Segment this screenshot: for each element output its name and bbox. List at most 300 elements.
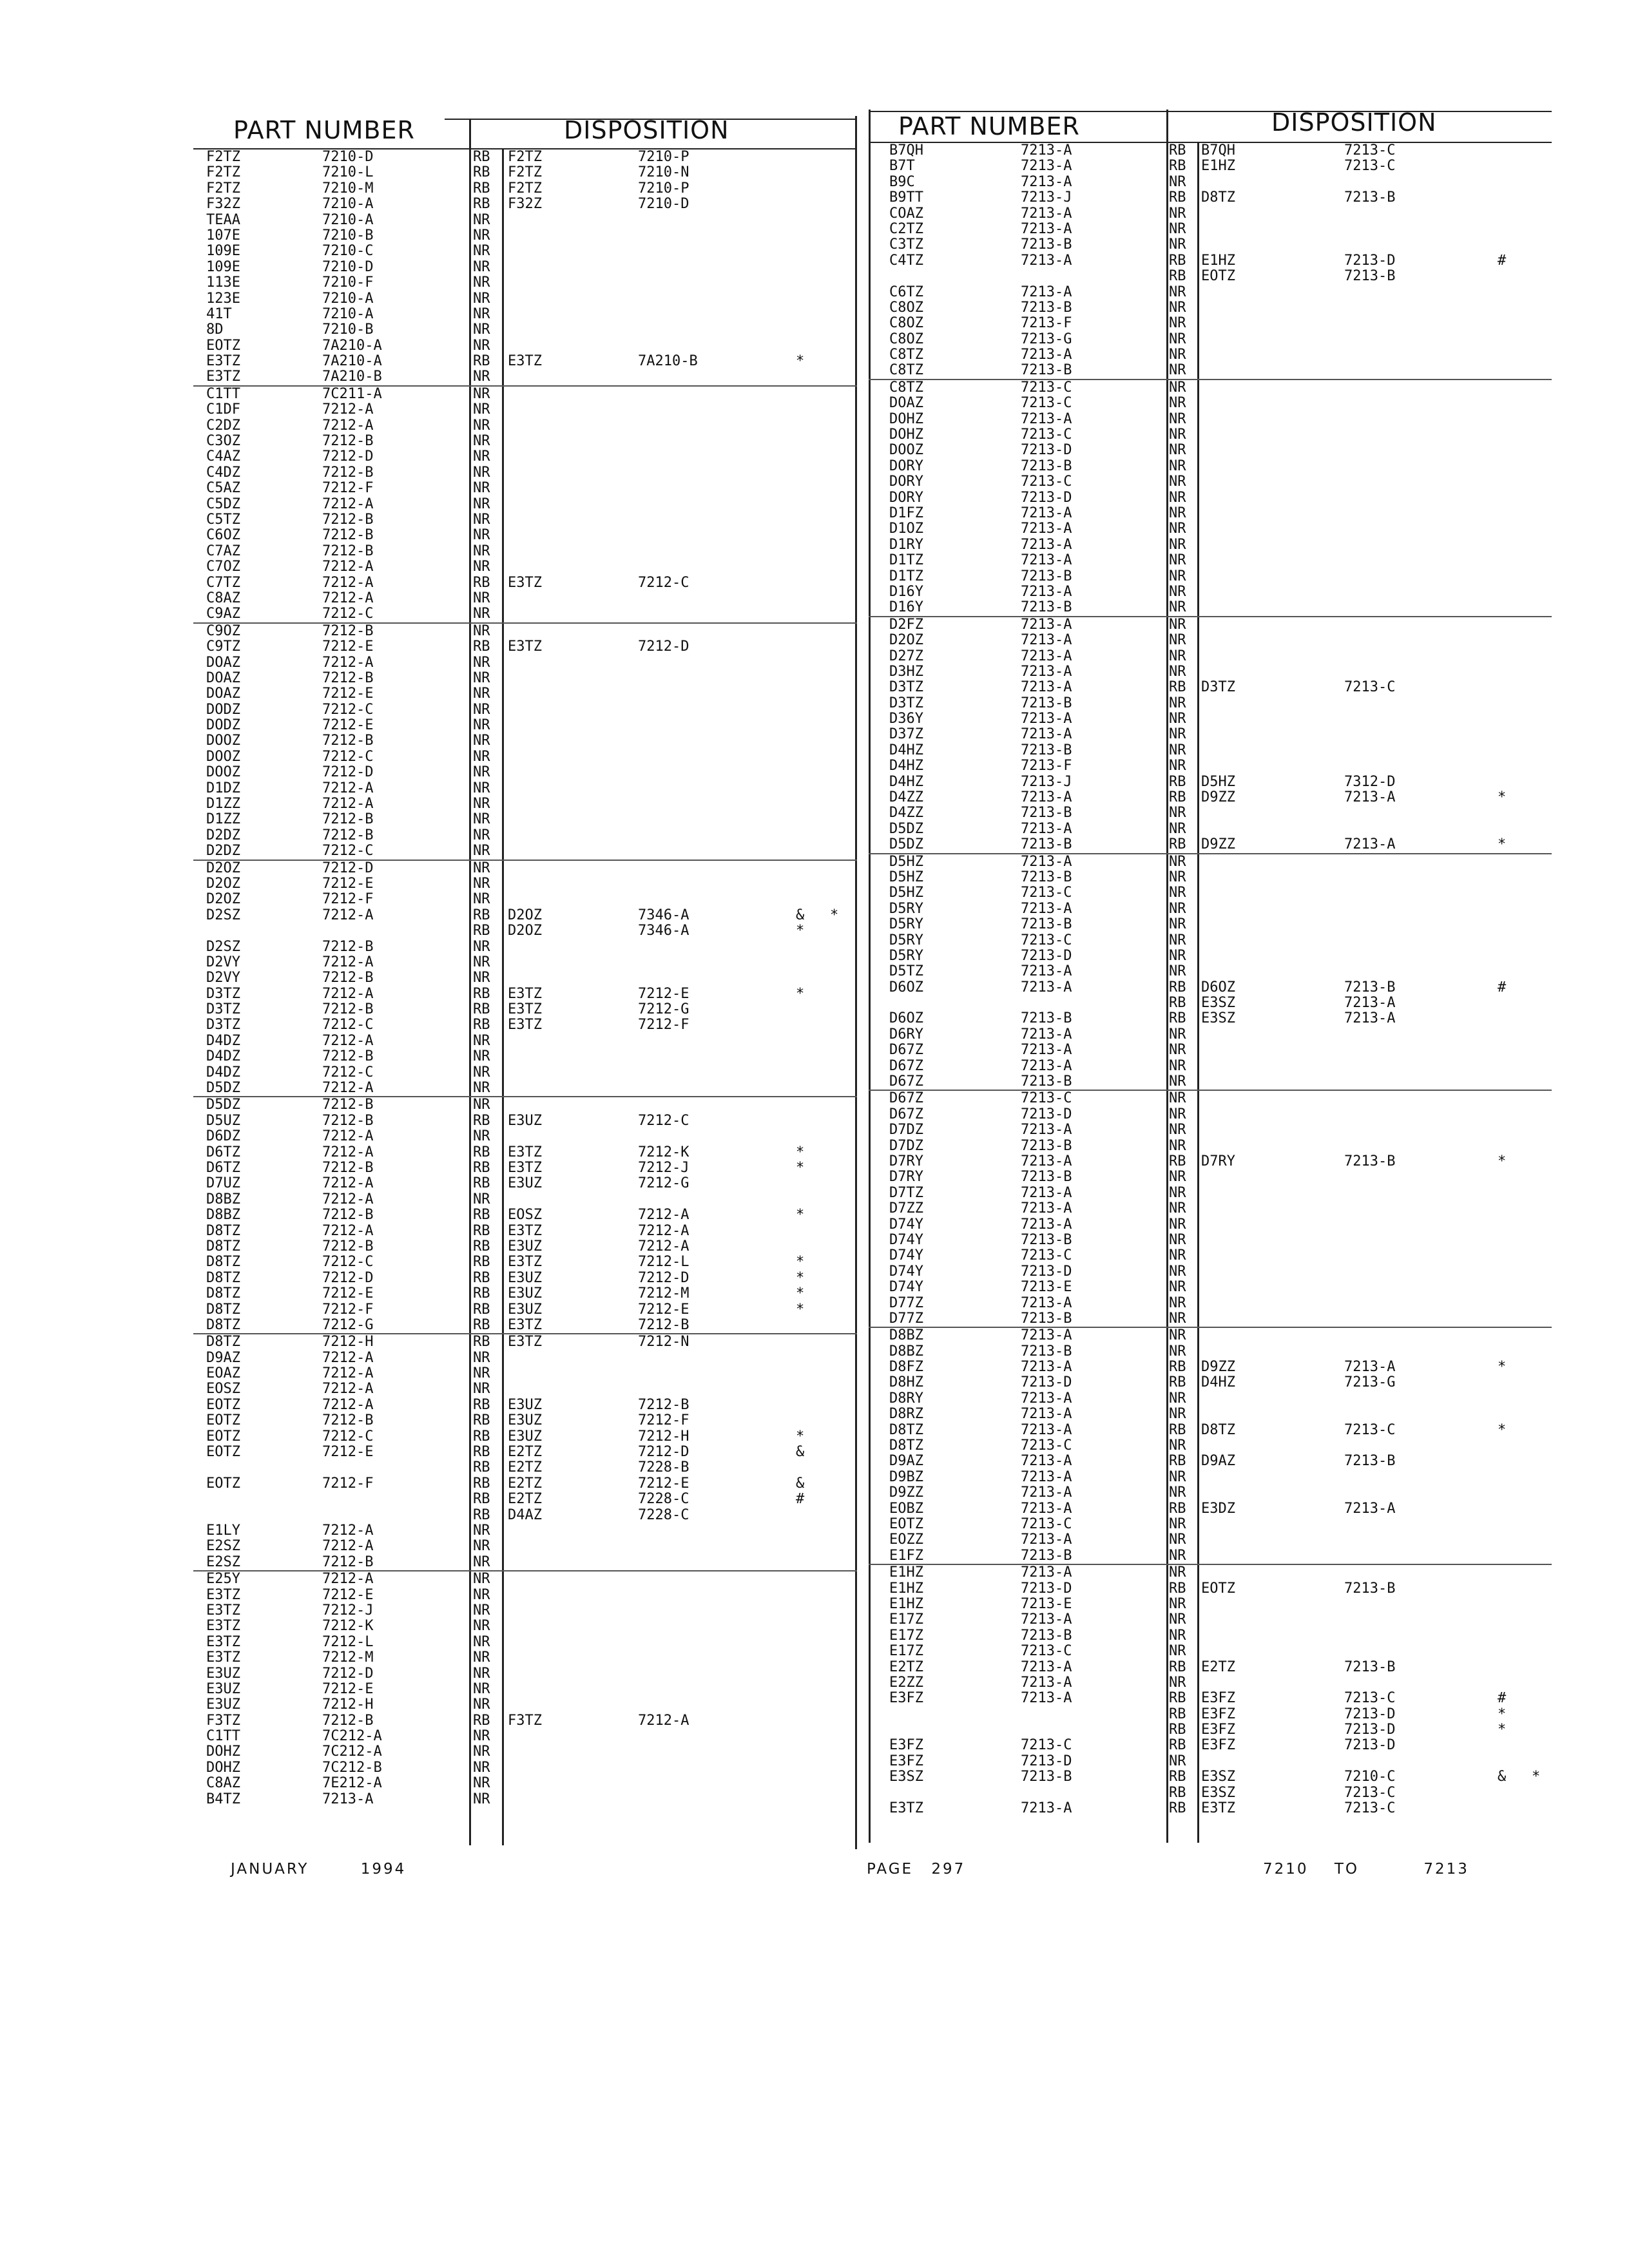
disposition-code: NR — [473, 1696, 490, 1713]
table-row — [193, 260, 857, 275]
part-number-suffix: 7213-A — [1021, 158, 1072, 175]
replacement-suffix: 7213-B — [1344, 979, 1396, 995]
table-row — [193, 1224, 857, 1239]
disposition-code: NR — [473, 1744, 490, 1760]
table-row — [869, 1360, 1552, 1375]
replacement-suffix: 7213-C — [1344, 1690, 1396, 1707]
part-number-prefix: E2ZZ — [889, 1674, 923, 1691]
replacement-prefix: E3FZ — [1201, 1706, 1235, 1722]
disposition-code: NR — [1169, 410, 1186, 427]
part-number-prefix: DOAZ — [206, 669, 240, 686]
disposition-code: NR — [473, 258, 490, 275]
part-number-suffix: 7213-D — [1021, 442, 1072, 459]
part-number-prefix: DOOZ — [206, 748, 240, 765]
table-row — [869, 680, 1552, 695]
table-row — [869, 933, 1552, 948]
disposition-code: NR — [473, 1618, 490, 1635]
disposition-code: NR — [1169, 916, 1186, 933]
part-number-suffix: 7212-L — [322, 1633, 374, 1650]
part-number-prefix: C4DZ — [206, 464, 240, 481]
table-row — [869, 1691, 1552, 1706]
disposition-code: RB — [1169, 1421, 1186, 1438]
part-number-suffix: 7213-A — [1021, 1564, 1072, 1581]
part-number-suffix: 7213-A — [1021, 1406, 1072, 1423]
disposition-code: NR — [473, 337, 490, 354]
part-number-prefix: C8AZ — [206, 1775, 240, 1792]
table-row — [193, 1776, 857, 1791]
replacement-prefix: E3TZ — [508, 574, 542, 591]
table-row — [869, 633, 1552, 648]
part-number-suffix: 7212-A — [322, 796, 374, 812]
replacement-prefix: E2TZ — [1201, 1658, 1235, 1675]
disposition-code: NR — [473, 385, 490, 402]
part-number-suffix: 7213-B — [1021, 236, 1072, 253]
part-number-prefix: C9AZ — [206, 606, 240, 622]
table-row — [193, 1619, 857, 1634]
table-row — [193, 1192, 857, 1207]
part-number-suffix: 7213-A — [1021, 820, 1072, 837]
part-number-prefix: D6TZ — [206, 1144, 240, 1160]
table-row — [193, 1081, 857, 1096]
part-number-prefix: C9TZ — [206, 639, 240, 655]
disposition-code: NR — [1169, 1390, 1186, 1407]
replacement-suffix: 7213-A — [1344, 836, 1396, 853]
disposition-code: NR — [1169, 521, 1186, 537]
replacement-prefix: E3TZ — [508, 353, 542, 370]
disposition-code: NR — [1169, 1231, 1186, 1248]
part-number-suffix: 7213-B — [1021, 836, 1072, 853]
table-row — [869, 1311, 1552, 1327]
disposition-code: RB — [473, 164, 490, 181]
part-number-prefix: 41T — [206, 305, 232, 322]
part-number-prefix: 123E — [206, 290, 240, 307]
part-number-suffix: 7213-A — [1021, 1026, 1072, 1043]
part-number-suffix: 7213-B — [1021, 1010, 1072, 1027]
table-row — [193, 1713, 857, 1729]
table-row — [869, 1675, 1552, 1691]
part-number-suffix: 7212-G — [322, 1316, 374, 1333]
disposition-code: NR — [1169, 695, 1186, 711]
table-row — [869, 1139, 1552, 1154]
part-number-suffix: 7213-E — [1021, 1595, 1072, 1612]
part-number-suffix: 7213-C — [1021, 1437, 1072, 1454]
part-number-prefix: D5RY — [889, 932, 923, 948]
part-number-suffix: 7213-A — [1021, 1294, 1072, 1311]
replacement-prefix: E3TZ — [508, 1222, 542, 1239]
table-row — [869, 459, 1552, 474]
part-number-suffix: 7213-A — [1021, 900, 1072, 917]
replacement-prefix: D4AZ — [508, 1506, 542, 1523]
table-row — [193, 1635, 857, 1650]
replacement-prefix: EOTZ — [1201, 1580, 1235, 1597]
part-number-prefix: D6OZ — [889, 979, 923, 995]
table-row — [193, 828, 857, 843]
disposition-code: NR — [473, 1728, 490, 1745]
table-row — [869, 1548, 1552, 1564]
part-number-prefix: D74Y — [889, 1279, 923, 1296]
replacement-prefix: D6OZ — [1201, 979, 1235, 995]
part-number-suffix: 7213-A — [1021, 252, 1072, 269]
part-number-prefix: D8BZ — [889, 1327, 923, 1344]
disposition-code: RB — [473, 149, 490, 165]
replacement-prefix: EOTZ — [1201, 268, 1235, 285]
disposition-code: NR — [473, 495, 490, 512]
disposition-code: NR — [473, 748, 490, 765]
part-number-suffix: 7213-A — [1021, 648, 1072, 664]
table-row — [193, 213, 857, 228]
disposition-code: NR — [473, 938, 490, 955]
replacement-suffix: 7213-C — [1344, 1784, 1396, 1801]
part-number-prefix: B9TT — [889, 189, 923, 206]
part-number-suffix: 7A210-B — [322, 369, 382, 385]
replacement-suffix: 7212-D — [638, 639, 689, 655]
replacement-prefix: E3TZ — [508, 1160, 542, 1176]
disposition-code: NR — [1169, 1122, 1186, 1139]
table-row — [869, 901, 1552, 917]
table-row — [869, 1090, 1552, 1106]
table-row — [193, 228, 857, 244]
disposition-code: NR — [473, 1586, 490, 1603]
part-number-prefix: C6TZ — [889, 284, 923, 300]
replacement-prefix: E3UZ — [508, 1285, 542, 1302]
part-number-suffix: 7212-B — [322, 464, 374, 481]
part-number-suffix: 7213-A — [1021, 142, 1072, 159]
table-row — [193, 244, 857, 259]
disposition-code: NR — [473, 448, 490, 465]
table-row — [193, 908, 857, 923]
disposition-code: NR — [473, 843, 490, 860]
note-mark: * — [796, 1160, 805, 1176]
replacement-prefix: E3TZ — [1201, 1800, 1235, 1817]
part-number-suffix: 7213-A — [1021, 1421, 1072, 1438]
part-number-suffix: 7212-B — [322, 433, 374, 450]
part-number-suffix: 7213-A — [1021, 410, 1072, 427]
part-number-suffix: 7212-F — [322, 1301, 374, 1318]
part-number-prefix: D5DZ — [206, 1097, 240, 1113]
part-number-prefix: B4TZ — [206, 1791, 240, 1807]
table-row — [869, 1769, 1552, 1785]
disposition-code: RB — [473, 1712, 490, 1729]
part-number-suffix: 7213-J — [1021, 189, 1072, 206]
part-number-prefix: DOOZ — [889, 442, 923, 459]
part-number-suffix: 7212-A — [322, 574, 374, 591]
replacement-suffix: 7346-A — [638, 907, 689, 923]
disposition-code: NR — [1169, 1595, 1186, 1612]
part-number-suffix: 7212-H — [322, 1334, 374, 1350]
part-number-prefix: D4DZ — [206, 1064, 240, 1081]
part-number-suffix: 7213-B — [1021, 299, 1072, 316]
table-row — [869, 1438, 1552, 1454]
disposition-code: NR — [1169, 1042, 1186, 1059]
part-number-prefix: D1OZ — [889, 521, 923, 537]
table-row — [869, 363, 1552, 378]
table-row — [193, 449, 857, 465]
replacement-suffix: 7212-C — [638, 1112, 689, 1129]
table-row — [193, 1476, 857, 1492]
part-number-suffix: 7213-B — [1021, 1310, 1072, 1327]
part-number-prefix: EOTZ — [206, 1428, 240, 1445]
replacement-prefix: E3FZ — [1201, 1690, 1235, 1707]
part-number-suffix: 7213-B — [1021, 1231, 1072, 1248]
replacement-prefix: E3UZ — [508, 1301, 542, 1318]
part-number-suffix: 7212-A — [322, 1080, 374, 1097]
table-row — [869, 1169, 1552, 1185]
table-row — [869, 948, 1552, 964]
part-number-suffix: 7213-A — [1021, 505, 1072, 521]
part-number-prefix: C4AZ — [206, 448, 240, 465]
replacement-suffix: 7210-C — [1344, 1769, 1396, 1785]
replacement-prefix: E3UZ — [508, 1412, 542, 1429]
part-number-suffix: 7210-D — [322, 258, 374, 275]
table-row — [193, 606, 857, 622]
part-number-prefix: E17Z — [889, 1611, 923, 1628]
replacement-prefix: E3TZ — [508, 1017, 542, 1033]
table-row — [869, 1564, 1552, 1581]
disposition-code: NR — [1169, 1343, 1186, 1360]
disposition-code: RB — [1169, 679, 1186, 696]
disposition-code: RB — [473, 1238, 490, 1254]
table-row — [869, 1581, 1552, 1597]
part-number-prefix: D74Y — [889, 1247, 923, 1264]
part-number-suffix: 7212-A — [322, 559, 374, 575]
part-number-suffix: 7210-A — [322, 305, 374, 322]
disposition-code: NR — [1169, 599, 1186, 616]
disposition-code: NR — [473, 543, 490, 559]
table-row — [869, 1074, 1552, 1090]
replacement-prefix: F2TZ — [508, 180, 542, 197]
part-number-prefix: D5RY — [889, 947, 923, 964]
replacement-suffix: 7228-B — [638, 1459, 689, 1476]
part-number-prefix: D9AZ — [206, 1349, 240, 1366]
table-row — [193, 733, 857, 749]
replacement-prefix: E3SZ — [1201, 1010, 1235, 1027]
left-table — [193, 110, 857, 1843]
part-number-suffix: 7C212-A — [322, 1728, 382, 1745]
left-rows — [193, 149, 857, 1807]
disposition-code: NR — [1169, 1279, 1186, 1296]
part-number-suffix: 7210-L — [322, 164, 374, 181]
disposition-code: NR — [1169, 1263, 1186, 1280]
table-row — [869, 980, 1552, 995]
right-table — [869, 110, 1552, 1843]
table-row — [193, 165, 857, 180]
disposition-code: NR — [473, 511, 490, 528]
disposition-code: NR — [1169, 1073, 1186, 1090]
part-number-prefix: D7RY — [889, 1169, 923, 1186]
disposition-code: RB — [1169, 268, 1186, 285]
disposition-code: NR — [1169, 474, 1186, 490]
part-number-prefix: D4HZ — [889, 742, 923, 758]
part-number-prefix: D27Z — [889, 648, 923, 664]
part-number-prefix: D7TZ — [889, 1184, 923, 1201]
part-number-suffix: 7213-C — [1021, 1737, 1072, 1754]
disposition-code: RB — [473, 1254, 490, 1271]
table-row — [193, 749, 857, 765]
part-number-prefix: D9ZZ — [889, 1485, 923, 1501]
table-row — [193, 1318, 857, 1333]
table-row — [193, 1508, 857, 1523]
part-number-suffix: 7212-A — [322, 1396, 374, 1413]
replacement-suffix: 7212-D — [638, 1269, 689, 1286]
replacement-suffix: 7212-A — [638, 1712, 689, 1729]
table-row — [869, 1612, 1552, 1628]
table-row — [869, 1470, 1552, 1485]
table-row — [193, 544, 857, 559]
table-row — [869, 506, 1552, 521]
part-number-suffix: 7212-B — [322, 511, 374, 528]
table-row — [869, 237, 1552, 253]
part-number-prefix: 107E — [206, 227, 240, 244]
table-row — [869, 1011, 1552, 1026]
disposition-code: RB — [473, 639, 490, 655]
table-row — [869, 1107, 1552, 1122]
part-number-suffix: 7212-D — [322, 860, 374, 876]
part-number-suffix: 7212-B — [322, 1001, 374, 1018]
part-number-suffix: 7213-D — [1021, 1106, 1072, 1122]
table-row — [869, 1043, 1552, 1058]
disposition-code: NR — [1169, 1485, 1186, 1501]
table-row — [869, 1248, 1552, 1264]
disposition-code: NR — [1169, 1184, 1186, 1201]
disposition-code: RB — [1169, 1690, 1186, 1707]
replacement-prefix: D4HZ — [1201, 1374, 1235, 1391]
disposition-code: NR — [1169, 1406, 1186, 1423]
disposition-code: RB — [473, 1207, 490, 1224]
disposition-code: RB — [473, 1017, 490, 1033]
table-row — [193, 1350, 857, 1366]
disposition-code: RB — [473, 1222, 490, 1239]
table-row — [193, 512, 857, 528]
disposition-code: NR — [473, 527, 490, 544]
table-row — [869, 1217, 1552, 1233]
part-number-suffix: 7213-D — [1021, 1580, 1072, 1597]
part-number-prefix: C9OZ — [206, 622, 240, 639]
replacement-suffix: 7228-C — [638, 1506, 689, 1523]
part-number-prefix: D6DZ — [206, 1128, 240, 1145]
table-row — [869, 490, 1552, 506]
disposition-code: NR — [473, 1080, 490, 1097]
part-number-prefix: E2SZ — [206, 1553, 240, 1570]
part-number-suffix: 7210-B — [322, 227, 374, 244]
table-row — [869, 1501, 1552, 1517]
part-number-suffix: 7212-C — [322, 1017, 374, 1033]
disposition-code: NR — [473, 860, 490, 876]
part-number-suffix: 7212-C — [322, 1064, 374, 1081]
disposition-code: NR — [473, 1633, 490, 1650]
part-number-prefix: E3TZ — [206, 1618, 240, 1635]
part-number-suffix: 7213-J — [1021, 773, 1072, 790]
disposition-code: NR — [473, 733, 490, 749]
disposition-code: NR — [473, 1365, 490, 1382]
table-row — [193, 876, 857, 892]
part-number-prefix: C8TZ — [889, 347, 923, 363]
table-row — [193, 1760, 857, 1776]
part-number-prefix: C8OZ — [889, 315, 923, 332]
table-row — [193, 1650, 857, 1666]
note-mark: * — [796, 985, 805, 1002]
part-number-prefix: D3TZ — [206, 1017, 240, 1033]
table-row — [869, 1344, 1552, 1360]
table-row — [869, 222, 1552, 237]
part-number-prefix: TEAA — [206, 211, 240, 228]
part-number-prefix: D6RY — [889, 1026, 923, 1043]
replacement-suffix: 7213-G — [1344, 1374, 1396, 1391]
disposition-code: NR — [1169, 457, 1186, 474]
part-number-suffix: 7213-A — [1021, 1327, 1072, 1344]
table-row — [193, 1792, 857, 1807]
part-number-suffix: 7C211-A — [322, 385, 382, 402]
disposition-code: NR — [1169, 489, 1186, 506]
disposition-code: NR — [1169, 427, 1186, 443]
replacement-suffix: 7212-J — [638, 1160, 689, 1176]
disposition-code: NR — [1169, 947, 1186, 964]
disposition-code: NR — [473, 1571, 490, 1588]
part-number-suffix: 7212-J — [322, 1602, 374, 1619]
disposition-code: NR — [1169, 236, 1186, 253]
replacement-suffix: 7212-H — [638, 1428, 689, 1445]
part-number-prefix: D1TZ — [889, 552, 923, 569]
disposition-code: NR — [473, 1680, 490, 1697]
part-number-suffix: 7213-C — [1021, 1643, 1072, 1660]
disposition-code: NR — [473, 464, 490, 481]
part-number-prefix: E1HZ — [889, 1580, 923, 1597]
table-row — [869, 1327, 1552, 1343]
part-number-suffix: 7212-A — [322, 1128, 374, 1145]
part-number-prefix: D8TZ — [206, 1269, 240, 1286]
part-number-suffix: 7212-A — [322, 1522, 374, 1539]
replacement-prefix: E3UZ — [508, 1175, 542, 1192]
table-row — [869, 1485, 1552, 1501]
table-row — [869, 269, 1552, 284]
disposition-code: NR — [473, 1775, 490, 1792]
replacement-prefix: E3DZ — [1201, 1500, 1235, 1517]
note-mark: * — [1498, 1706, 1507, 1722]
table-row — [193, 1460, 857, 1475]
table-row — [193, 1239, 857, 1254]
replacement-suffix: 7213-C — [1344, 1800, 1396, 1817]
table-row — [869, 711, 1552, 727]
part-number-suffix: 7212-B — [322, 1048, 374, 1065]
part-number-prefix: D67Z — [889, 1042, 923, 1059]
disposition-code: NR — [473, 227, 490, 244]
disposition-code: NR — [473, 1791, 490, 1807]
disposition-code: NR — [1169, 442, 1186, 459]
part-number-prefix: D2OZ — [206, 860, 240, 876]
disposition-code: NR — [473, 590, 490, 606]
table-row — [869, 727, 1552, 742]
disposition-code: NR — [473, 1381, 490, 1398]
table-row — [193, 702, 857, 718]
part-number-prefix: D2DZ — [206, 843, 240, 860]
part-number-suffix: 7213-D — [1021, 1753, 1072, 1769]
part-number-suffix: 7213-A — [1021, 1390, 1072, 1407]
part-number-suffix: 7213-D — [1021, 1374, 1072, 1391]
part-number-prefix: C8TZ — [889, 362, 923, 379]
disposition-code: NR — [1169, 1515, 1186, 1532]
part-number-suffix: 7213-A — [1021, 1359, 1072, 1376]
replacement-suffix: 7213-C — [1344, 142, 1396, 159]
table-row — [193, 402, 857, 418]
replacement-suffix: 7213-A — [1344, 995, 1396, 1012]
disposition-code: RB — [1169, 836, 1186, 853]
disposition-code: NR — [1169, 505, 1186, 521]
replacement-suffix: 7212-E — [638, 1301, 689, 1318]
part-number-prefix: D8HZ — [889, 1374, 923, 1391]
note-mark: & * — [1498, 1769, 1541, 1785]
part-number-suffix: 7212-A — [322, 1032, 374, 1049]
table-row — [193, 575, 857, 591]
part-number-prefix: E3TZ — [206, 1586, 240, 1603]
